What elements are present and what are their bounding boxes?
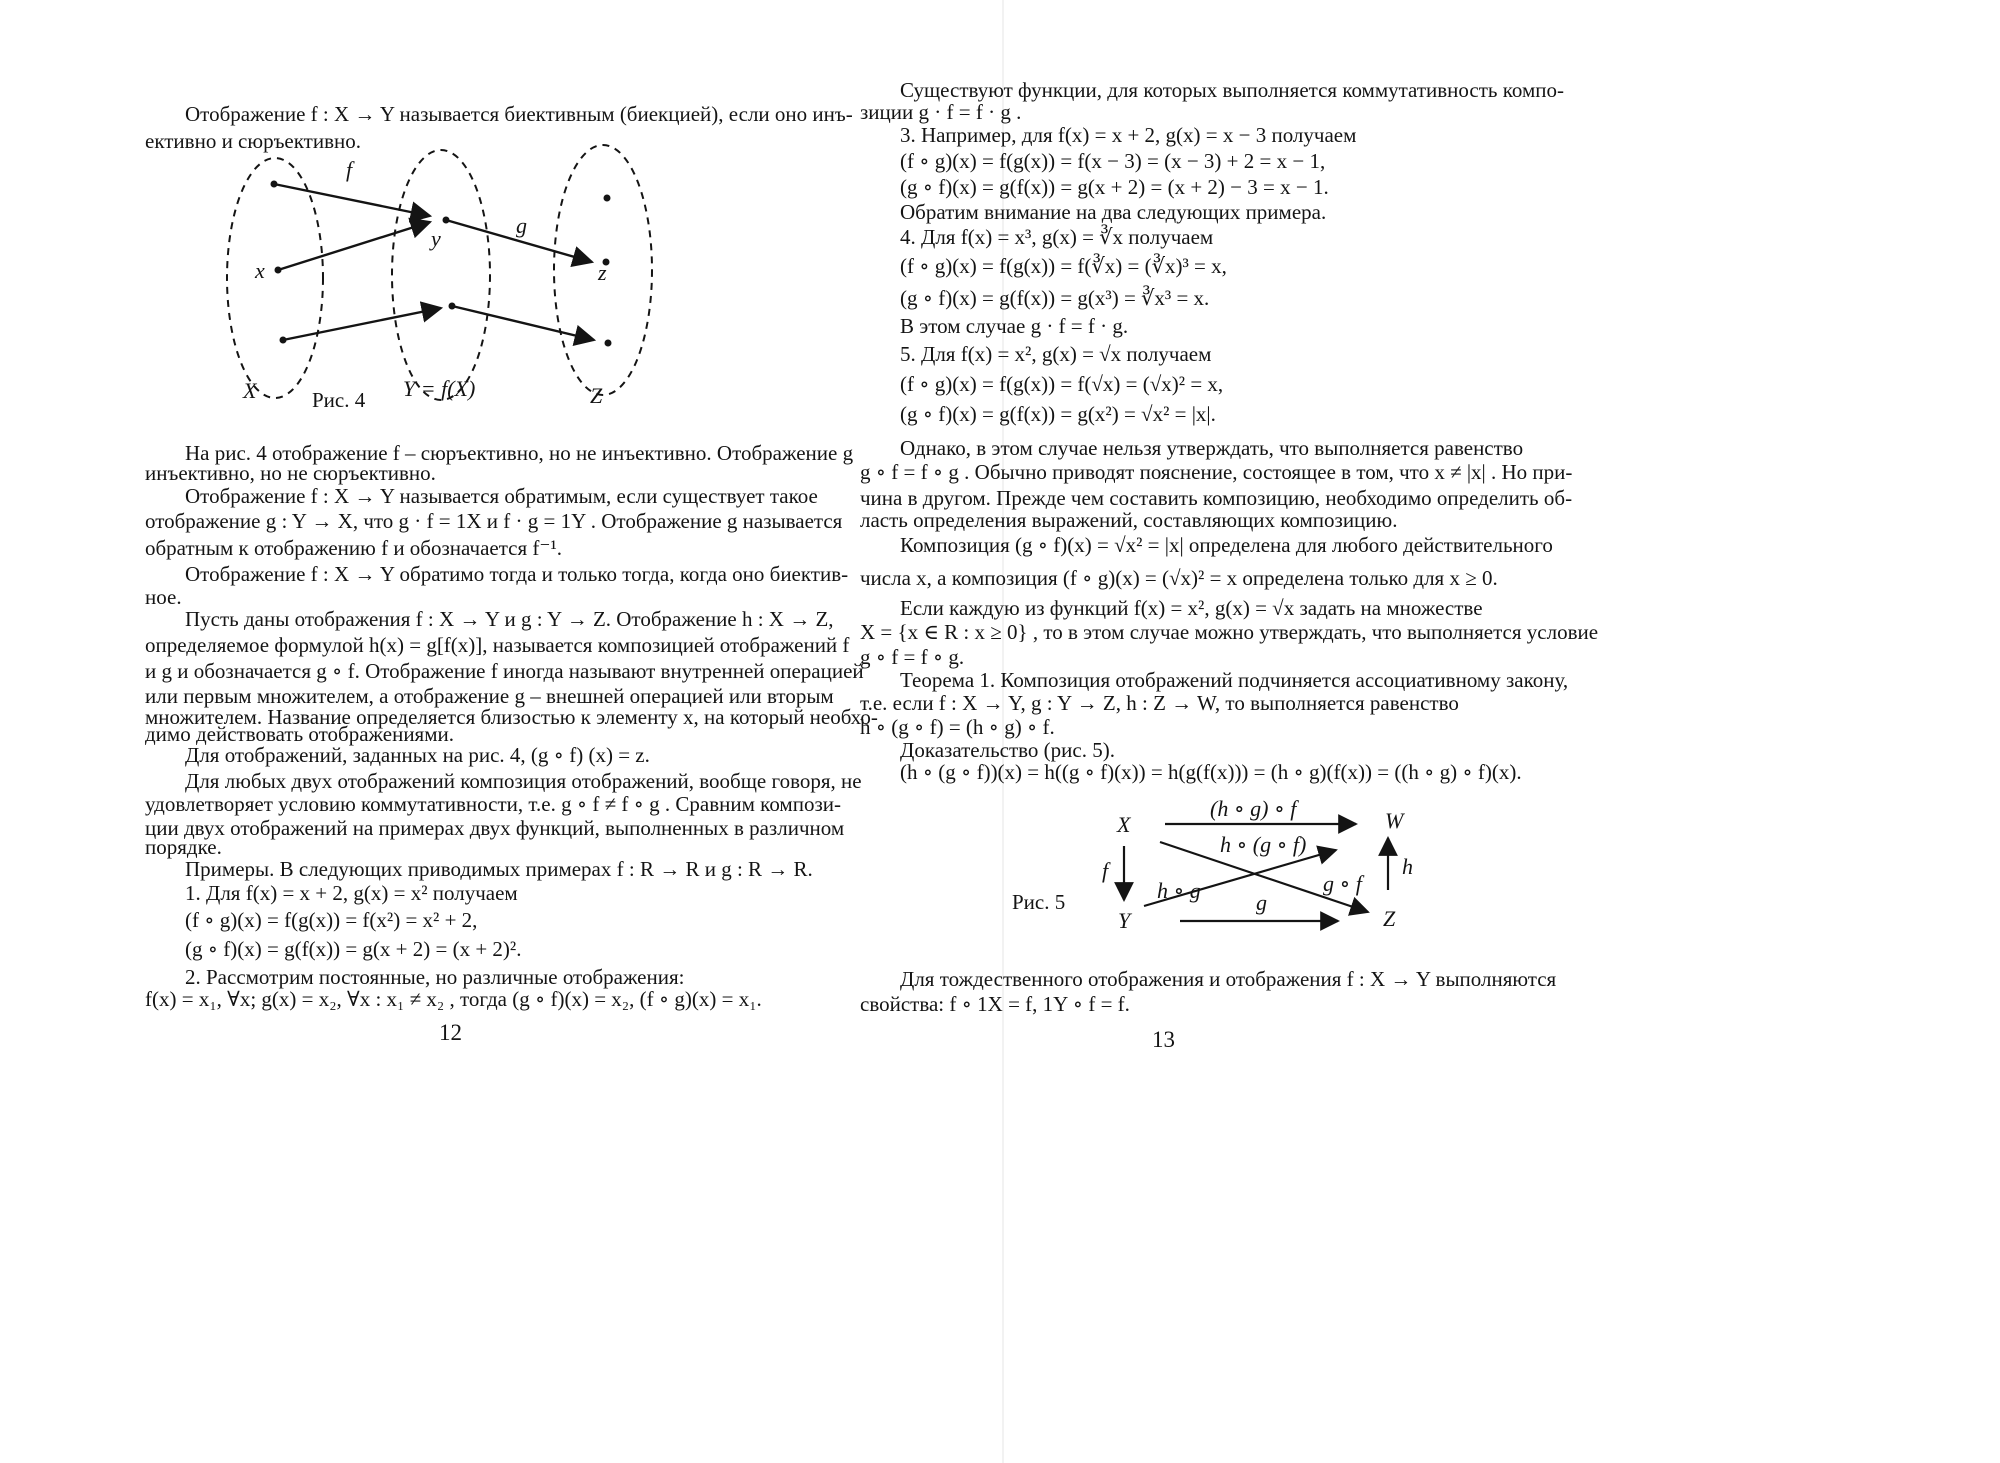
right-text-line: зиции g · f = f · g . <box>860 100 1022 124</box>
intro-line-1: Отображение f : X → Y называется биективным (биекцией), если оно инъ- <box>185 102 853 126</box>
right-text-line: Однако, в этом случае нельзя утверждать, что выполняется равенство <box>900 436 1524 460</box>
left-text-line: и g и обозначается g ∘ f. Отображение f иногда называют внутренней операцией <box>145 659 864 683</box>
fig5-label-gf: g ∘ f <box>1323 871 1362 896</box>
left-text-line: отображение g : Y → X, что g · f = 1X и f · g = 1Y . Отображение g называется <box>145 509 843 533</box>
intro-line-2: ективно и сюръективно. <box>145 129 361 153</box>
right-text-line: Обратим внимание на два следующих примера. <box>900 200 1327 224</box>
right-text-line: 5. Для f(x) = x², g(x) = √x получаем <box>900 342 1212 366</box>
point-z3 <box>605 340 612 347</box>
fig5-label-hg: h ∘ g <box>1157 878 1201 903</box>
right-text-line: g ∘ f = f ∘ g. <box>860 645 965 669</box>
right-text-line: Теорема 1. Композиция отображений подчиняется ассоциативному закону, <box>900 668 1569 692</box>
left-text-line: Отображение f : X → Y обратимо тогда и только тогда, когда оно биектив- <box>185 562 849 586</box>
left-text-line: Пусть даны отображения f : X → Y и g : Y → Z. Отображение h : X → Z, <box>185 607 834 631</box>
right-text-line: g ∘ f = f ∘ g . Обычно приводят пояснение, состоящее в том, что x ≠ |x| . Но при- <box>860 460 1573 484</box>
right-text-line: Если каждую из функций f(x) = x², g(x) = √x задать на множестве <box>900 596 1483 620</box>
left-text-line: порядке. <box>145 835 222 859</box>
arrow-g-2 <box>452 306 594 340</box>
set-y-ellipse <box>392 150 490 400</box>
right-text-line: ласть определения выражений, составляющих композицию. <box>860 508 1398 532</box>
fig4-caption: Рис. 4 <box>312 388 366 412</box>
fig5-node-x: X <box>1117 812 1131 837</box>
left-text-line: ное. <box>145 585 182 609</box>
fig4-set-y: Y = f(X) <box>403 376 476 401</box>
fig4-label-x: x <box>255 258 265 283</box>
left-text-line: или первым множителем, а отображение g – внешней операцией или вторым <box>145 684 834 708</box>
right-text-line: свойства: f ∘ 1X = f, 1Y ∘ f = f. <box>860 992 1130 1016</box>
page-number-right: 13 <box>1152 1027 1175 1052</box>
left-text-line: ции двух отображений на примерах двух функций, выполненных в различном <box>145 816 845 840</box>
figure-5-drawing <box>1000 780 2000 950</box>
figure-5 <box>1000 780 2000 950</box>
right-text-line: X = {x ∈ R : x ≥ 0} , то в этом случае можно утверждать, что выполняется условие <box>860 620 1599 644</box>
fig4-set-x: X <box>243 378 257 403</box>
left-text-line: димо действовать отображениями. <box>145 722 454 746</box>
right-text-line: 4. Для f(x) = x³, g(x) = ∛x получаем <box>900 225 1214 249</box>
right-text-line: чина в другом. Прежде чем составить композицию, необходимо определить об- <box>860 486 1573 510</box>
left-text-line: Примеры. В следующих приводимых примерах f : R → R и g : R → R. <box>185 857 813 881</box>
fig4-label-g: g <box>516 213 527 238</box>
fig5-label-top: (h ∘ g) ∘ f <box>1210 796 1297 821</box>
fig4-label-y: y <box>431 226 441 251</box>
left-text-line: множителем. Название определяется близостью к элементу x, на который необхо- <box>145 705 878 729</box>
left-text-line: удовлетворяет условию коммутативности, т.е. g ∘ f ≠ f ∘ g . Сравним компози- <box>145 792 841 816</box>
right-text-line: Для тождественного отображения и отображения f : X → Y выполняются <box>900 967 1557 991</box>
right-text-line: (f ∘ g)(x) = f(g(x)) = f(√x) = (√x)² = x, <box>900 372 1224 396</box>
left-text-line: (g ∘ f)(x) = g(f(x)) = g(x + 2) = (x + 2)². <box>185 937 522 961</box>
left-text-line: 1. Для f(x) = x + 2, g(x) = x² получаем <box>185 881 518 905</box>
right-text-line: Доказательство (рис. 5). <box>900 738 1115 762</box>
right-text-line: числа x, а композиция (f ∘ g)(x) = (√x)² = x определена только для x ≥ 0. <box>860 566 1498 590</box>
fig5-label-mid: h ∘ (g ∘ f) <box>1220 832 1307 857</box>
left-text-line: определяемое формулой h(x) = g[f(x)], называется композицией отображений f <box>145 633 850 657</box>
fig4-set-z: Z <box>590 383 603 408</box>
left-text-line: Для любых двух отображений композиция отображений, вообще говоря, не <box>185 769 862 793</box>
left-text-line: 2. Рассмотрим постоянные, но различные отображения: <box>185 965 685 989</box>
fig5-label-g: g <box>1256 890 1267 915</box>
right-text-line: (f ∘ g)(x) = f(g(x)) = f(∛x) = (∛x)³ = x, <box>900 254 1227 278</box>
right-page <box>860 0 2000 1463</box>
left-text-line: f(x) = x₁, ∀x; g(x) = x₂, ∀x : x₁ ≠ x₂ , тогда (g ∘ f)(x) = x₂, (f ∘ g)(x) = x₁. <box>145 987 762 1011</box>
left-text-line: инъективно, но не сюръективно. <box>145 461 436 485</box>
right-text-line: (g ∘ f)(x) = g(f(x)) = g(x²) = √x² = |x|. <box>900 402 1216 426</box>
page-number-left: 12 <box>439 1020 462 1045</box>
set-x-ellipse <box>227 158 323 398</box>
point-z1 <box>604 195 611 202</box>
left-text-line: Для отображений, заданных на рис. 4, (g ∘ f) (x) = z. <box>185 743 650 767</box>
fig5-node-w: W <box>1385 808 1404 833</box>
right-text-line: Композиция (g ∘ f)(x) = √x² = |x| определена для любого действительного <box>900 533 1553 557</box>
arrow-f-3 <box>283 308 441 340</box>
fig5-node-z: Z <box>1383 906 1396 931</box>
fig5-caption: Рис. 5 <box>1012 890 1066 914</box>
right-text-line: (f ∘ g)(x) = f(g(x)) = f(x − 3) = (x − 3) + 2 = x − 1, <box>900 149 1326 173</box>
left-text-line: На рис. 4 отображение f – сюръективно, но не инъективно. Отображение g <box>185 441 854 465</box>
left-text-line: (f ∘ g)(x) = f(g(x)) = f(x²) = x² + 2, <box>185 908 478 932</box>
arrow-f-1 <box>274 184 430 216</box>
fig5-label-h: h <box>1402 854 1413 879</box>
right-text-line: Существуют функции, для которых выполняется коммутативность компо- <box>900 78 1565 102</box>
fig5-node-y: Y <box>1118 908 1131 933</box>
left-text-line: обратным к отображению f и обозначается f⁻¹. <box>145 536 562 560</box>
right-text-line: (g ∘ f)(x) = g(f(x)) = g(x + 2) = (x + 2) − 3 = x − 1. <box>900 175 1329 199</box>
right-text-line: В этом случае g · f = f · g. <box>900 314 1129 338</box>
arrow-f-2 <box>278 222 430 270</box>
fig4-label-f: f <box>346 157 353 182</box>
right-text-line: (g ∘ f)(x) = g(f(x)) = g(x³) = ∛x³ = x. <box>900 286 1210 310</box>
fig4-label-z: z <box>598 260 607 285</box>
left-text-line: Отображение f : X → Y называется обратимым, если существует такое <box>185 484 818 508</box>
right-text-line: (h ∘ (g ∘ f))(x) = h((g ∘ f)(x)) = h(g(f(x))) = (h ∘ g)(f(x)) = ((h ∘ g) ∘ f)(x). <box>900 760 1522 784</box>
fig5-label-f: f <box>1102 858 1109 883</box>
right-text-line: т.е. если f : X → Y, g : Y → Z, h : Z → W, то выполняется равенство <box>860 691 1459 715</box>
right-text-line: h ∘ (g ∘ f) = (h ∘ g) ∘ f. <box>860 715 1055 739</box>
right-text-line: 3. Например, для f(x) = x + 2, g(x) = x − 3 получаем <box>900 123 1357 147</box>
